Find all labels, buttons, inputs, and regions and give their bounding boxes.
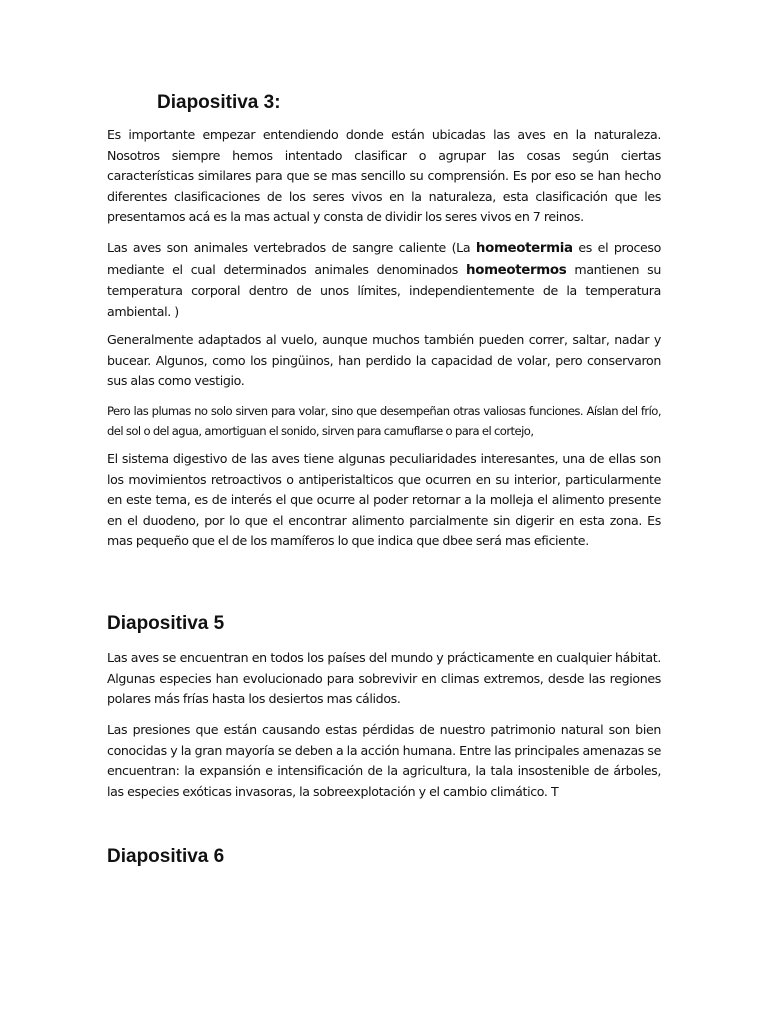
slide3-p2-part2: es el proceso mediante el cual determinados animales denominados (107, 240, 661, 277)
slide6-heading: Diapositiva 6 (107, 846, 225, 867)
slide3-p2-part3: mantienen su temperatura corporal dentro de unos límites, independientemente de la temperatura ambiental. ) (107, 261, 661, 319)
homeotermia-term: homeotermia (475, 241, 573, 256)
slide3-p2-part1: Las aves son animales vertebrados de sangre caliente (La (107, 240, 476, 255)
slide3-paragraph-4: Pero las plumas no solo sirven para volar, sino que desempeñan otras valiosas funciones. Aíslan del frío, del sol o del agua, amortiguan el sonido, sirven para camuflarse o para el cortejo, (107, 404, 661, 438)
slide3-paragraph-2 (107, 238, 661, 322)
slide5-paragraph-1: Las aves se encuentran en todos los países del mundo y prácticamente en cualquier hábitat. Algunas especies han evolucionado para sobrevivir en climas extremos, desde las regiones polares más frías hasta los desiertos mas cálidos. (107, 650, 661, 707)
slide3-heading: Diapositiva 3: (157, 92, 281, 113)
slide3-paragraph-3: Generalmente adaptados al vuelo, aunque muchos también pueden correr, saltar, nadar y bucear. Algunos, como los pingüinos, han perdido la capacidad de volar, pero conservaron sus alas como vestigio. (107, 332, 661, 389)
slide5-heading: Diapositiva 5 (107, 613, 225, 634)
slide3-paragraph-5: El sistema digestivo de las aves tiene algunas peculiaridades interesantes, una de ellas son los movimientos retroactivos o antiperistalticos que ocurren en su interior, particularmente en este tema, es de interés el que ocurre al poder retornar a la molleja el alimento presente en el duodeno, por lo que el encontrar alimento parcialmente sin digerir en esta zona. Es mas pequeño que el de los mamíferos lo que indica que dbee será mas eficiente. (107, 451, 661, 549)
slide3-paragraph-1: Es importante empezar entendiendo donde están ubicadas las aves en la naturaleza. Nosotros siempre hemos intentado clasificar o agrupar las cosas según ciertas características similares para que se mas sencillo su comprensión. Es por eso se han hecho diferentes clasificaciones de los seres vivos en la naturaleza, esta clasificación que les presentamos acá es la mas actual y consta de dividir los seres vivos en 7 reinos. (107, 127, 661, 225)
slide5-paragraph-2: Las presiones que están causando estas pérdidas de nuestro patrimonio natural son bien conocidas y la gran mayoría se deben a la acción humana. Entre las principales amenazas se encuentran: la expansión e intensificación de la agricultura, la tala insostenible de árboles, las especies exóticas invasoras, la sobreexplotación y el cambio climático. T (107, 722, 661, 799)
homeotermos-term: homeotermos (466, 262, 567, 278)
